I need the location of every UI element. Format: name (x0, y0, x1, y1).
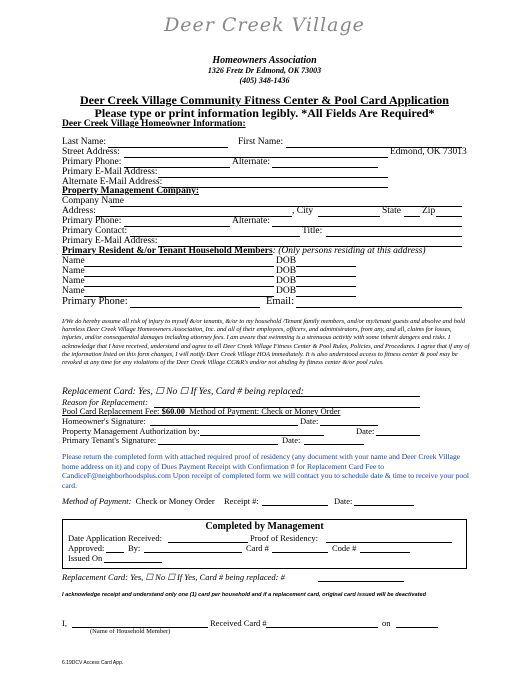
member-dob-field[interactable] (296, 286, 356, 287)
member-dob-field[interactable] (296, 266, 356, 267)
reason-label: Reason for Replacement: (62, 397, 148, 407)
member-name-label: Name (62, 256, 85, 266)
form-subtitle: Please type or print information legibly. *All Fields Are Required* (94, 106, 435, 120)
mgmt-code-field[interactable] (360, 552, 410, 553)
approved-field[interactable] (106, 552, 124, 553)
proof-residency-label: Proof of Residency: (250, 533, 318, 543)
primary-email-field[interactable] (158, 177, 388, 178)
member-name-field[interactable] (84, 266, 274, 267)
payment-row (62, 496, 215, 506)
pm-title-field[interactable] (326, 236, 462, 237)
member-phone-label: Primary Phone: (62, 296, 128, 307)
date-received-field[interactable] (168, 542, 248, 543)
payment-method-value: Check or Money Order (135, 496, 215, 506)
primary-phone-label: Primary Phone: (62, 157, 122, 167)
fee-method: Method of Payment: Check or Money Order (189, 406, 341, 416)
street-label: Street Address: (62, 147, 120, 157)
mgmt-card-label: Card # (246, 543, 269, 553)
pm-date-label: Date: (356, 426, 375, 436)
replacement-card-field-2[interactable] (318, 581, 404, 582)
issued-on-label: Issued On (68, 553, 103, 563)
member-dob-label: DOB (276, 276, 297, 286)
pm-state-field[interactable] (404, 216, 420, 217)
logo: Deer Creek Village (164, 14, 365, 36)
pm-address-label: Address: (62, 206, 96, 216)
submission-instructions: Please return the completed form with attached required proof of residency (any document with your name and Deer Creek Village home address on it) and copy of Dues Payment Receipt with Confirmation # for Replacement Card Fee to CandiceF@neighborhoodsplus.com Upon receipt of completed form we will contact you to schedule date & time to receive your pool card. (62, 452, 470, 490)
member-name-field[interactable] (84, 276, 274, 277)
homeowner-signature-label: Homeowner's Signature: (62, 416, 146, 426)
members-heading-row (62, 246, 426, 256)
payment-date-field[interactable] (354, 505, 414, 506)
last-name-field[interactable] (108, 147, 228, 148)
management-heading: Completed by Management (205, 521, 324, 532)
replacement-card-label: Replacement Card: Yes, ☐ No ☐ If Yes, Card # being replaced: (62, 387, 304, 397)
tenant-signature-field[interactable] (158, 444, 278, 445)
city-state: Edmond, OK 73013 (390, 147, 467, 157)
tenant-date-field[interactable] (304, 444, 364, 445)
member-dob-field[interactable] (296, 296, 356, 297)
pm-city-field[interactable] (318, 216, 380, 217)
alternate-phone-field[interactable] (272, 167, 378, 168)
receipt-field[interactable] (262, 505, 328, 506)
pm-zip-label: Zip (422, 206, 436, 216)
received-on-field[interactable] (396, 627, 438, 628)
pm-authorization-label: Property Management Authorization by: (62, 426, 200, 436)
pm-date-field[interactable] (376, 435, 420, 436)
form-title: Deer Creek Village Community Fitness Center & Pool Card Application (80, 93, 449, 107)
acknowledgement: I acknowledge receipt and understand only one (1) card per household and if a replacement card, original card issued will be deactivated (62, 592, 426, 598)
pm-email-label: Primary E-Mail Address: (62, 236, 158, 246)
pm-zip-field[interactable] (436, 216, 462, 217)
pm-authorization-field[interactable] (200, 435, 324, 436)
hoa-name: Homeowners Association (212, 55, 317, 66)
first-name-label: First Name: (238, 137, 284, 147)
alternate-email-label: Alternate E-Mail Address: (62, 177, 163, 187)
receipt-i-label: I, (62, 618, 67, 628)
members-note: : (Only persons residing at this address) (272, 246, 426, 256)
homeowner-date-label: Date: (300, 416, 319, 426)
approved-by-field[interactable] (144, 552, 242, 553)
form-footer: 6.19DCV Access Card App. (62, 660, 124, 666)
name-of-household-member-caption: (Name of Household Member) (90, 628, 171, 635)
member-name-label: Name (62, 276, 85, 286)
issued-on-field[interactable] (104, 562, 162, 563)
approved-by-label: By: (128, 543, 141, 553)
alternate-label: Alternate: (232, 157, 270, 167)
member-name-label: Name (62, 266, 85, 276)
mgmt-code-label: Code # (332, 543, 357, 553)
member-dob-label: DOB (276, 286, 297, 296)
pm-city-label: , City (292, 206, 314, 216)
replacement-card-label-2: Replacement Card: Yes, ☐ No ☐ If Yes, Card # being replaced: # (62, 572, 285, 582)
member-name-label: Name (62, 286, 85, 296)
received-card-label: Received Card # (210, 618, 267, 628)
payment-method-label: Method of Payment: (62, 496, 132, 506)
pm-alternate-field[interactable] (272, 226, 462, 227)
fee-amount: $60.00 (161, 406, 185, 416)
company-label: Company Name (62, 196, 125, 206)
company-field[interactable] (110, 206, 462, 207)
last-name-label: Last Name: (62, 137, 107, 147)
property-heading: Property Management Company: (62, 186, 200, 196)
members-heading: Primary Resident &/or Tenant Household Members (62, 246, 273, 256)
payment-date-label: Date: (334, 496, 353, 506)
member-phone-field[interactable] (130, 307, 260, 308)
pm-phone-field[interactable] (124, 226, 230, 227)
fee-row (62, 406, 340, 416)
member-dob-field[interactable] (296, 276, 356, 277)
receipt-label: Receipt #: (224, 496, 259, 506)
hoa-address: 1326 Fretz Dr Edmond, OK 73003 (207, 66, 322, 75)
fee-label: Pool Card Replacement Fee: (62, 406, 162, 416)
pm-title-label: Title: (302, 226, 323, 236)
member-email-label: Email: (266, 296, 294, 307)
tenant-date-label: Date: (282, 435, 301, 445)
received-card-field[interactable] (266, 627, 378, 628)
primary-email-label: Primary E-Mail Address: (62, 167, 158, 177)
pm-phone-label: Primary Phone: (62, 216, 122, 226)
member-name-field[interactable] (84, 286, 274, 287)
member-email-field[interactable] (296, 307, 462, 308)
hoa-phone: (405) 348-1436 (239, 76, 290, 85)
received-on-label: on (382, 618, 391, 628)
replacement-card-field[interactable] (290, 396, 420, 397)
pm-contact-label: Primary Contact: (62, 226, 128, 236)
pm-state-label: State (382, 206, 401, 216)
member-dob-label: DOB (276, 256, 297, 266)
tenant-signature-label: Primary Tenant's Signature: (62, 435, 157, 445)
liability-disclaimer: I/We do hereby assume all risk of injury to myself &/or tenants, &/or to my household /Tenant family members, and/or my/tenant guests and absolve and hold harmless Deer Creek Village Homeowners Association, Inc. and all of their employees, officers, and administrators, from any, and all, claims for losses, injuries, and/or consequential damages including attorney fees. I am aware that swimming is a strenuous activity with some inherit dangers and risks. I acknowledge that I have received, understand and agree to all Deer Creek Village Fitness Center & Pool Rules, Policies, and Procedures. I agree that if any of the information listed on this form changes, I will notify Deer Creek Village HOA immediately. It is also understood access to fitness center & pool may be revoked at any time for any violations of the Deer Creek Village CC&R's and/or not abiding by fitness center &/or pool rules. (62, 318, 470, 367)
approved-label: Approved: (68, 543, 105, 553)
homeowner-heading: Deer Creek Village Homeowner Information: (62, 119, 246, 129)
pm-alternate-label: Alternate: (232, 216, 270, 226)
member-dob-label: DOB (276, 266, 297, 276)
mgmt-card-field[interactable] (272, 552, 328, 553)
date-received-label: Date Application Received: (68, 533, 162, 543)
